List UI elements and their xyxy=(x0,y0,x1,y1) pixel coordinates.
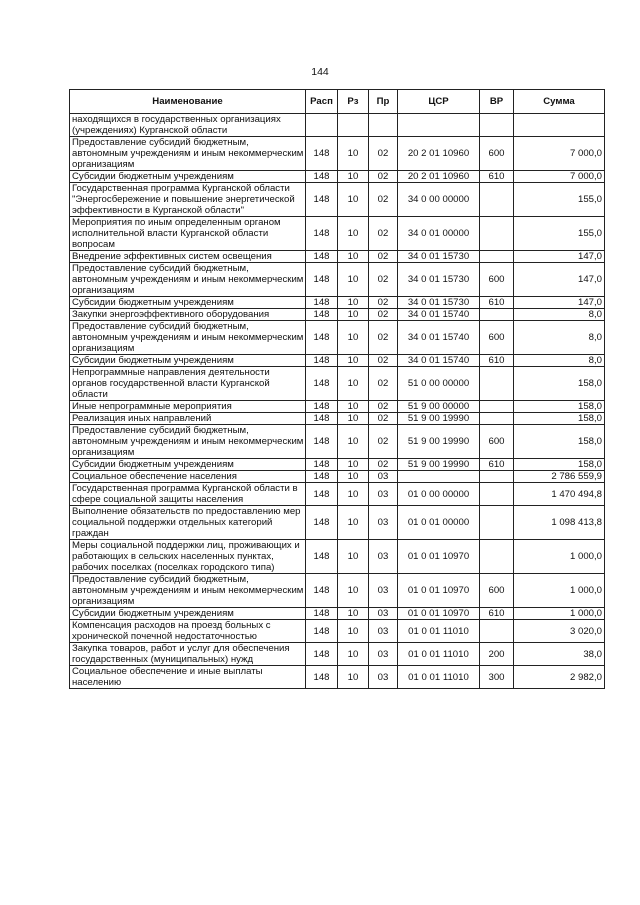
cell-pr: 02 xyxy=(369,183,398,217)
cell-pr: 02 xyxy=(369,171,398,183)
cell-rz: 10 xyxy=(338,297,369,309)
cell-rz: 10 xyxy=(338,367,369,401)
cell-rz: 10 xyxy=(338,666,369,689)
cell-rz: 10 xyxy=(338,620,369,643)
cell-pr xyxy=(369,114,398,137)
cell-vr xyxy=(480,401,514,413)
cell-csr: 01 0 01 11010 xyxy=(398,620,480,643)
cell-csr: 20 2 01 10960 xyxy=(398,171,480,183)
cell-sum: 8,0 xyxy=(514,309,605,321)
table-row xyxy=(70,425,605,459)
cell-name: Предоставление субсидий бюджетным, автономным учреждениям и иным некоммерческим организациям xyxy=(70,321,306,355)
cell-pr: 03 xyxy=(369,666,398,689)
cell-sum: 8,0 xyxy=(514,355,605,367)
table-body xyxy=(70,114,605,689)
table-row xyxy=(70,321,605,355)
cell-name: Субсидии бюджетным учреждениям xyxy=(70,355,306,367)
cell-sum: 158,0 xyxy=(514,401,605,413)
cell-sum: 155,0 xyxy=(514,217,605,251)
cell-rz: 10 xyxy=(338,413,369,425)
header-csr: ЦСР xyxy=(398,90,480,114)
cell-sum: 1 470 494,8 xyxy=(514,483,605,506)
cell-name: Субсидии бюджетным учреждениям xyxy=(70,171,306,183)
cell-pr: 03 xyxy=(369,608,398,620)
table-row xyxy=(70,506,605,540)
cell-csr xyxy=(398,114,480,137)
cell-csr: 34 0 01 15740 xyxy=(398,309,480,321)
cell-name: Предоставление субсидий бюджетным, автономным учреждениям и иным некоммерческим организациям xyxy=(70,425,306,459)
cell-rasp: 148 xyxy=(306,608,338,620)
cell-vr: 600 xyxy=(480,425,514,459)
cell-pr: 02 xyxy=(369,459,398,471)
cell-name: Предоставление субсидий бюджетным, автономным учреждениям и иным некоммерческим организациям xyxy=(70,574,306,608)
table-row xyxy=(70,183,605,217)
cell-sum: 2 786 559,9 xyxy=(514,471,605,483)
table-row xyxy=(70,620,605,643)
cell-name: Мероприятия по иным определенным органом исполнительной власти Курганской области вопросам xyxy=(70,217,306,251)
cell-rasp: 148 xyxy=(306,620,338,643)
cell-name: Государственная программа Курганской области в сфере социальной защиты населения xyxy=(70,483,306,506)
budget-table xyxy=(69,89,605,689)
cell-vr xyxy=(480,471,514,483)
cell-csr: 01 0 01 11010 xyxy=(398,666,480,689)
cell-pr: 02 xyxy=(369,425,398,459)
cell-name: Государственная программа Курганской области "Энергосбережение и повышение энергетической эффективности в Курганской области" xyxy=(70,183,306,217)
cell-sum: 147,0 xyxy=(514,251,605,263)
cell-name: Внедрение эффективных систем освещения xyxy=(70,251,306,263)
cell-csr: 51 0 00 00000 xyxy=(398,367,480,401)
cell-csr: 34 0 01 15730 xyxy=(398,297,480,309)
cell-pr: 02 xyxy=(369,309,398,321)
cell-rasp: 148 xyxy=(306,413,338,425)
cell-pr: 02 xyxy=(369,137,398,171)
table-row xyxy=(70,263,605,297)
cell-sum: 158,0 xyxy=(514,425,605,459)
table-row xyxy=(70,251,605,263)
cell-rasp: 148 xyxy=(306,321,338,355)
cell-rz: 10 xyxy=(338,643,369,666)
cell-pr: 02 xyxy=(369,251,398,263)
cell-csr: 20 2 01 10960 xyxy=(398,137,480,171)
cell-pr: 02 xyxy=(369,321,398,355)
cell-sum: 8,0 xyxy=(514,321,605,355)
cell-csr: 51 9 00 19990 xyxy=(398,413,480,425)
cell-csr xyxy=(398,471,480,483)
cell-vr xyxy=(480,114,514,137)
cell-sum: 38,0 xyxy=(514,643,605,666)
cell-vr xyxy=(480,413,514,425)
cell-vr: 600 xyxy=(480,137,514,171)
cell-vr: 600 xyxy=(480,321,514,355)
cell-sum xyxy=(514,114,605,137)
cell-rz: 10 xyxy=(338,355,369,367)
cell-vr: 300 xyxy=(480,666,514,689)
cell-rz: 10 xyxy=(338,506,369,540)
table-row xyxy=(70,217,605,251)
cell-sum: 158,0 xyxy=(514,459,605,471)
header-rz: Рз xyxy=(338,90,369,114)
cell-csr: 51 9 00 19990 xyxy=(398,459,480,471)
cell-pr: 02 xyxy=(369,297,398,309)
header-name: Наименование xyxy=(70,90,306,114)
cell-name: Выполнение обязательств по предоставлению мер социальной поддержки отдельных категорий граждан xyxy=(70,506,306,540)
cell-csr: 01 0 00 00000 xyxy=(398,483,480,506)
cell-sum: 147,0 xyxy=(514,263,605,297)
table-row xyxy=(70,666,605,689)
cell-rasp: 148 xyxy=(306,506,338,540)
cell-sum: 147,0 xyxy=(514,297,605,309)
cell-name: Социальное обеспечение и иные выплаты населению xyxy=(70,666,306,689)
cell-sum: 1 098 413,8 xyxy=(514,506,605,540)
header-row xyxy=(70,90,605,114)
table-row xyxy=(70,171,605,183)
cell-rasp: 148 xyxy=(306,367,338,401)
cell-rasp: 148 xyxy=(306,263,338,297)
cell-rasp: 148 xyxy=(306,425,338,459)
table-row xyxy=(70,540,605,574)
header-rasp: Расп xyxy=(306,90,338,114)
cell-rz: 10 xyxy=(338,183,369,217)
cell-rz: 10 xyxy=(338,263,369,297)
cell-csr: 34 0 00 00000 xyxy=(398,183,480,217)
cell-csr: 34 0 01 00000 xyxy=(398,217,480,251)
cell-name: Социальное обеспечение населения xyxy=(70,471,306,483)
cell-rz: 10 xyxy=(338,137,369,171)
cell-csr: 01 0 01 10970 xyxy=(398,574,480,608)
table-row xyxy=(70,114,605,137)
cell-name: Закупки энергоэффективного оборудования xyxy=(70,309,306,321)
cell-pr: 03 xyxy=(369,483,398,506)
cell-rasp xyxy=(306,114,338,137)
cell-vr: 610 xyxy=(480,355,514,367)
header-sum: Сумма xyxy=(514,90,605,114)
cell-rasp: 148 xyxy=(306,171,338,183)
cell-csr: 01 0 01 10970 xyxy=(398,540,480,574)
cell-rasp: 148 xyxy=(306,309,338,321)
cell-csr: 34 0 01 15730 xyxy=(398,251,480,263)
cell-csr: 34 0 01 15740 xyxy=(398,355,480,367)
cell-csr: 01 0 01 00000 xyxy=(398,506,480,540)
table-row xyxy=(70,608,605,620)
cell-rz: 10 xyxy=(338,251,369,263)
cell-name: Предоставление субсидий бюджетным, автономным учреждениям и иным некоммерческим организациям xyxy=(70,137,306,171)
cell-vr xyxy=(480,309,514,321)
cell-vr: 200 xyxy=(480,643,514,666)
table-row xyxy=(70,137,605,171)
table-row xyxy=(70,643,605,666)
cell-rasp: 148 xyxy=(306,574,338,608)
cell-vr xyxy=(480,620,514,643)
cell-rasp: 148 xyxy=(306,483,338,506)
cell-name: Компенсация расходов на проезд больных с хронической почечной недостаточностью xyxy=(70,620,306,643)
cell-sum: 1 000,0 xyxy=(514,540,605,574)
cell-pr: 03 xyxy=(369,643,398,666)
cell-csr: 51 9 00 00000 xyxy=(398,401,480,413)
cell-rasp: 148 xyxy=(306,217,338,251)
cell-rz: 10 xyxy=(338,321,369,355)
cell-rasp: 148 xyxy=(306,643,338,666)
cell-name: Предоставление субсидий бюджетным, автономным учреждениям и иным некоммерческим организациям xyxy=(70,263,306,297)
cell-rasp: 148 xyxy=(306,355,338,367)
table-row xyxy=(70,367,605,401)
cell-rasp: 148 xyxy=(306,401,338,413)
table-row xyxy=(70,413,605,425)
cell-pr: 03 xyxy=(369,620,398,643)
cell-csr: 34 0 01 15740 xyxy=(398,321,480,355)
cell-pr: 02 xyxy=(369,355,398,367)
cell-name: Субсидии бюджетным учреждениям xyxy=(70,459,306,471)
cell-rz: 10 xyxy=(338,459,369,471)
cell-vr xyxy=(480,483,514,506)
cell-rz: 10 xyxy=(338,540,369,574)
cell-sum: 3 020,0 xyxy=(514,620,605,643)
cell-rasp: 148 xyxy=(306,459,338,471)
cell-pr: 03 xyxy=(369,506,398,540)
table-row xyxy=(70,401,605,413)
table-header xyxy=(70,90,605,114)
cell-csr: 51 9 00 19990 xyxy=(398,425,480,459)
cell-name: Закупка товаров, работ и услуг для обеспечения государственных (муниципальных) нужд xyxy=(70,643,306,666)
table-row xyxy=(70,297,605,309)
cell-pr: 02 xyxy=(369,413,398,425)
table-row xyxy=(70,574,605,608)
cell-vr xyxy=(480,367,514,401)
cell-name: Субсидии бюджетным учреждениям xyxy=(70,297,306,309)
page-number: 144 xyxy=(311,66,329,78)
cell-rz: 10 xyxy=(338,171,369,183)
cell-vr: 610 xyxy=(480,171,514,183)
cell-rasp: 148 xyxy=(306,471,338,483)
cell-vr: 610 xyxy=(480,297,514,309)
cell-pr: 02 xyxy=(369,263,398,297)
cell-rz xyxy=(338,114,369,137)
cell-rasp: 148 xyxy=(306,666,338,689)
cell-name: Непрограммные направления деятельности органов государственной власти Курганской области xyxy=(70,367,306,401)
cell-sum: 1 000,0 xyxy=(514,574,605,608)
cell-vr: 600 xyxy=(480,263,514,297)
cell-sum: 1 000,0 xyxy=(514,608,605,620)
cell-rasp: 148 xyxy=(306,540,338,574)
cell-vr xyxy=(480,506,514,540)
cell-name: Реализация иных направлений xyxy=(70,413,306,425)
cell-vr xyxy=(480,217,514,251)
cell-sum: 7 000,0 xyxy=(514,137,605,171)
cell-name: Субсидии бюджетным учреждениям xyxy=(70,608,306,620)
cell-vr xyxy=(480,183,514,217)
cell-rz: 10 xyxy=(338,401,369,413)
table-row xyxy=(70,483,605,506)
cell-vr: 610 xyxy=(480,459,514,471)
cell-pr: 02 xyxy=(369,217,398,251)
cell-pr: 03 xyxy=(369,540,398,574)
cell-rasp: 148 xyxy=(306,297,338,309)
cell-rasp: 148 xyxy=(306,251,338,263)
table-row xyxy=(70,471,605,483)
header-pr: Пр xyxy=(369,90,398,114)
cell-vr: 600 xyxy=(480,574,514,608)
cell-pr: 03 xyxy=(369,471,398,483)
cell-pr: 03 xyxy=(369,574,398,608)
cell-rz: 10 xyxy=(338,309,369,321)
cell-rasp: 148 xyxy=(306,183,338,217)
table-row xyxy=(70,459,605,471)
cell-rz: 10 xyxy=(338,608,369,620)
cell-sum: 155,0 xyxy=(514,183,605,217)
cell-name: Иные непрограммные мероприятия xyxy=(70,401,306,413)
header-vr: ВР xyxy=(480,90,514,114)
cell-vr xyxy=(480,540,514,574)
cell-sum: 158,0 xyxy=(514,367,605,401)
cell-vr xyxy=(480,251,514,263)
cell-name: Меры социальной поддержки лиц, проживающих и работающих в сельских населенных пунктах, рабочих поселках (поселках городского типа) xyxy=(70,540,306,574)
cell-rz: 10 xyxy=(338,471,369,483)
cell-name: находящихся в государственных организациях (учреждениях) Курганской области xyxy=(70,114,306,137)
cell-rz: 10 xyxy=(338,483,369,506)
cell-csr: 01 0 01 11010 xyxy=(398,643,480,666)
table-row xyxy=(70,309,605,321)
cell-pr: 02 xyxy=(369,401,398,413)
cell-sum: 2 982,0 xyxy=(514,666,605,689)
cell-csr: 34 0 01 15730 xyxy=(398,263,480,297)
cell-pr: 02 xyxy=(369,367,398,401)
cell-sum: 158,0 xyxy=(514,413,605,425)
table-row xyxy=(70,355,605,367)
cell-rz: 10 xyxy=(338,425,369,459)
cell-rasp: 148 xyxy=(306,137,338,171)
cell-rz: 10 xyxy=(338,574,369,608)
cell-csr: 01 0 01 10970 xyxy=(398,608,480,620)
cell-vr: 610 xyxy=(480,608,514,620)
cell-rz: 10 xyxy=(338,217,369,251)
cell-sum: 7 000,0 xyxy=(514,171,605,183)
